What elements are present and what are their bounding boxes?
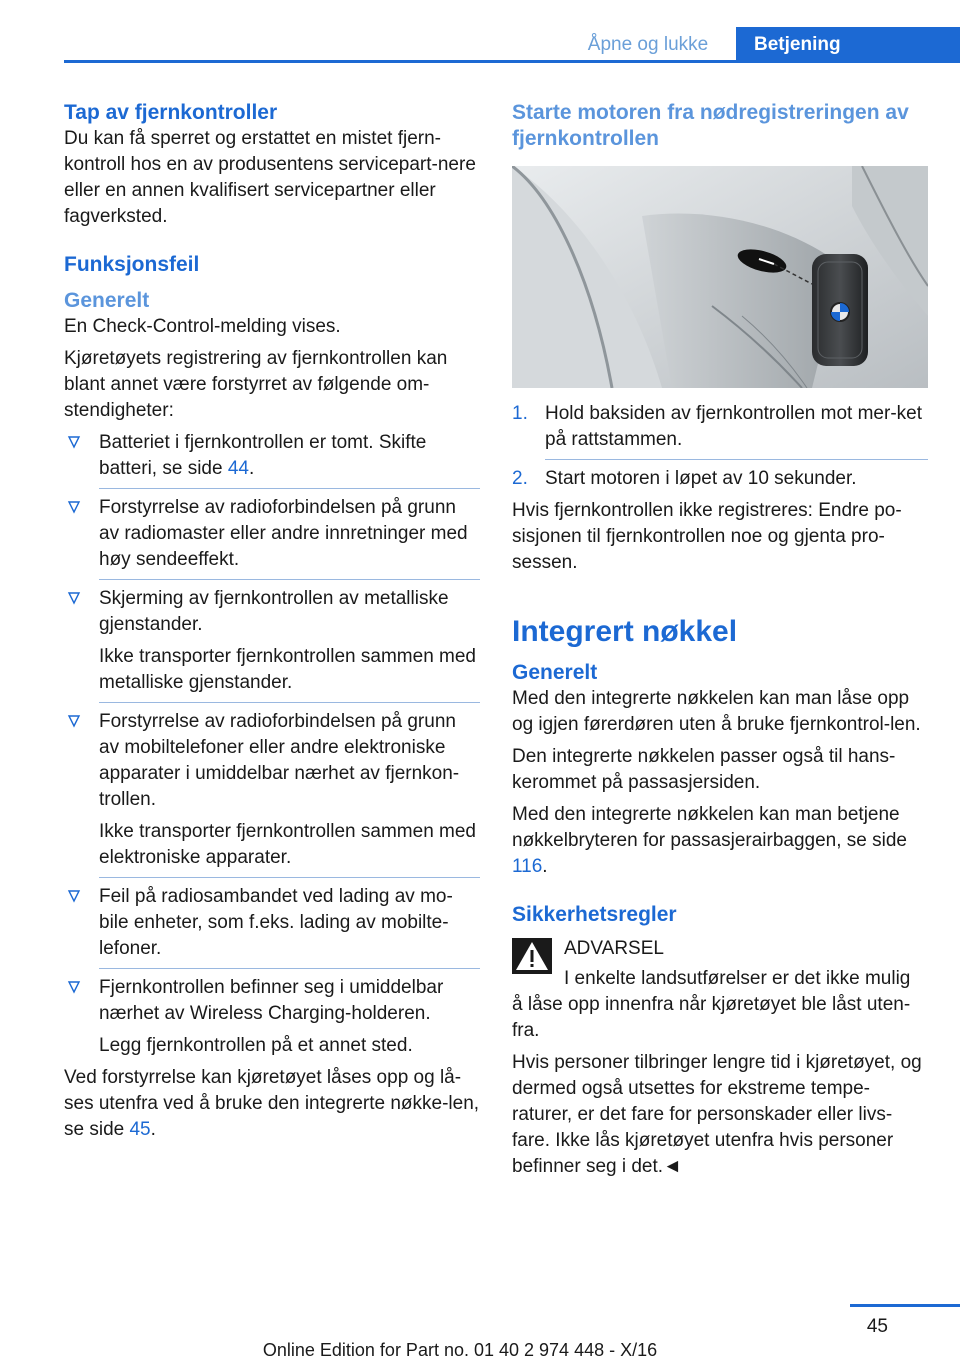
general-heading-left: Generelt xyxy=(64,289,150,312)
warning-text-first-line: I enkelte landsutførelser er det ikke mulig xyxy=(564,968,911,989)
emergency-start-heading: Starte motoren fra nødregistreringen av fjernkontrollen xyxy=(512,101,909,150)
list-item: Fjernkontrollen befinner seg i umiddelbar nærhet av Wireless Charging-holderen. Legg fjernkontrollen på et annet sted. xyxy=(64,975,480,1059)
integrated-key-heading: Integrert nøkkel xyxy=(512,615,738,648)
retry-text: Hvis fjernkontrollen ikke registreres: Endre po-sisjonen til fjernkontrollen noe og gjenta pro-sessen. xyxy=(512,500,902,573)
start-steps-list xyxy=(512,401,928,492)
list-item: Feil på radiosambandet ved lading av mo-bile enheter, som f.eks. lading av mobilte-lefoner. xyxy=(64,884,480,969)
disturbance-intro-text: Kjøretøyets registrering av fjernkontrollen kan blant annet være forstyrret av følgende om-stendigheter: xyxy=(64,348,448,421)
list-item: 1. Hold baksiden av fjernkontrollen mot mer-ket på rattstammen. xyxy=(512,401,928,460)
list-divider xyxy=(99,579,480,580)
warning-label: ADVARSEL xyxy=(564,938,664,959)
page-header xyxy=(0,0,960,62)
disturbance-list xyxy=(64,430,480,1059)
page-link-44[interactable]: 44 xyxy=(227,458,249,479)
check-control-text: En Check-Control-melding vises. xyxy=(64,316,341,337)
warning-text-2: Hvis personer tilbringer lengre tid i kjøretøyet, og dermed også utsettes for ekstreme tempe-raturer, er det fare for personskader eller livs-fare. Ikke lås kjøretøyet utenfra hvis personer befinner seg i det.◄ xyxy=(512,1052,922,1177)
triangle-bullet-icon xyxy=(67,591,81,605)
general-heading-right: Generelt xyxy=(512,661,598,684)
header-section-title: Åpne og lukke xyxy=(587,34,709,55)
integrated-key-text-2: Den integrerte nøkkelen passer også til hans-kerommet på passasjersiden. xyxy=(512,746,896,793)
malfunction-heading: Funksjonsfeil xyxy=(64,253,200,276)
lost-remote-heading: Tap av fjernkontroller xyxy=(64,101,278,124)
page-link-45[interactable]: 45 xyxy=(129,1119,151,1140)
triangle-bullet-icon xyxy=(67,500,81,514)
list-item: Forstyrrelse av radioforbindelsen på grunn av mobiltelefoner eller andre elektroniske apparater i umiddelbar nærhet av fjernkon-trollen. Ikke transporter fjernkontrollen sammen med elektroniske apparater. xyxy=(64,709,480,878)
edition-footer: Online Edition for Part no. 01 40 2 974 448 - X/16 xyxy=(262,1340,658,1360)
triangle-bullet-icon xyxy=(67,435,81,449)
left-column xyxy=(64,100,480,1143)
safety-heading: Sikkerhetsregler xyxy=(512,903,677,926)
list-divider xyxy=(99,968,480,969)
list-divider xyxy=(99,702,480,703)
list-divider xyxy=(545,459,928,460)
header-rule xyxy=(64,60,960,63)
integrated-key-text-3: Med den integrerte nøkkelen kan man betjene nøkkelbryteren for passasjerairbaggen, se side 116. xyxy=(512,804,907,877)
warning-triangle-icon xyxy=(512,938,552,974)
list-item: Batteriet i fjernkontrollen er tomt. Skifte batteri, se side 44. xyxy=(64,430,480,489)
warning-block xyxy=(512,936,928,992)
list-item: 2. Start motoren i løpet av 10 sekunder. xyxy=(512,468,857,489)
list-divider xyxy=(99,877,480,878)
list-item: Forstyrrelse av radioforbindelsen på grunn av radiomaster eller andre innretninger med høy sendeeffekt. xyxy=(64,495,480,580)
list-item: Skjerming av fjernkontrollen av metalliske gjenstander. Ikke transporter fjernkontrollen sammen med metalliske gjenstander. xyxy=(64,586,480,703)
list-divider xyxy=(99,488,480,489)
integrated-key-text-1: Med den integrerte nøkkelen kan man låse opp og igjen førerdøren uten å bruke fjernkontrol-len. xyxy=(512,688,921,735)
lost-remote-text: Du kan få sperret og erstattet en mistet fjern-kontroll hos en av produsentens servicepart-nere eller en annen kvalifisert servicepartner eller fagverksted. xyxy=(64,128,476,227)
page-link-116[interactable]: 116 xyxy=(512,856,543,877)
footer-rule xyxy=(850,1304,960,1307)
triangle-bullet-icon xyxy=(67,714,81,728)
warning-text-continued: å låse opp innenfra når kjøretøyet ble låst uten-fra. xyxy=(512,994,911,1041)
triangle-bullet-icon xyxy=(67,980,81,994)
triangle-bullet-icon xyxy=(67,889,81,903)
steering-column-illustration xyxy=(512,166,928,388)
page-number: 45 xyxy=(866,1316,888,1337)
header-chapter-tab: Betjening xyxy=(736,27,960,62)
unlock-integrated-key-text: Ved forstyrrelse kan kjøretøyet låses opp og lå-ses utenfra ved å bruke den integrerte nøkke-len, se side 45. xyxy=(64,1067,480,1140)
right-column xyxy=(512,100,928,1180)
